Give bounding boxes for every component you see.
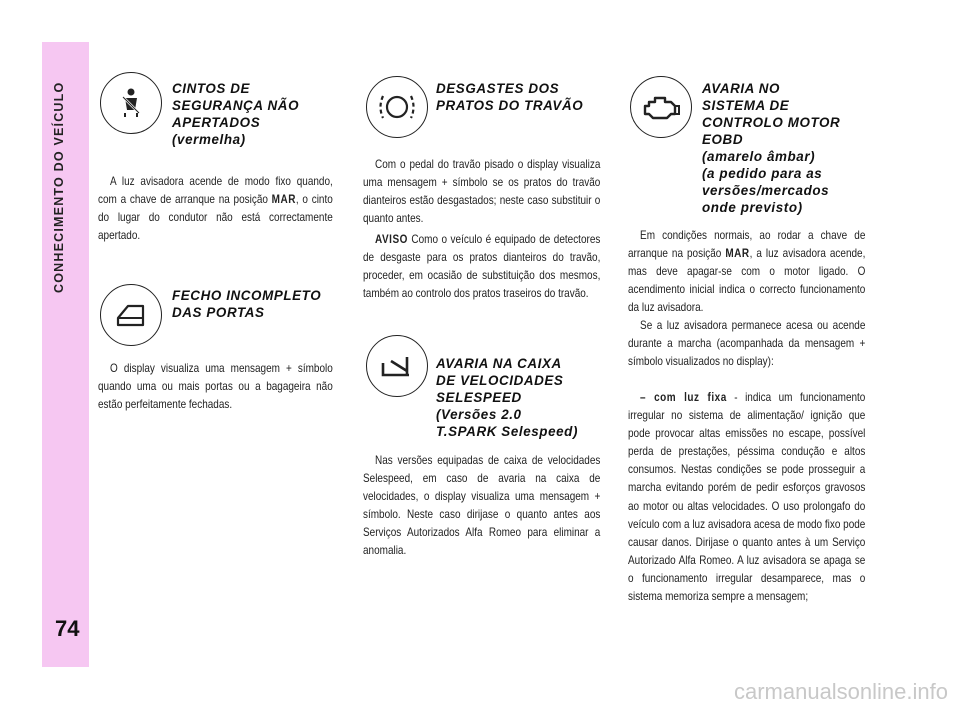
paragraph-gearbox: Nas versões equipadas de caixa de velocidades Selespeed, em caso de avaria na caixa de velocidades, o display visualiza uma mensagem + símbolo. Neste caso dirijase o quanto antes aos Serviços Autorizados Alfa Romeo para eliminar a anomalia. — [363, 454, 601, 558]
heading-gearbox: AVARIA NA CAIXA DE VELOCIDADES SELESPEED (Versões 2.0 T.SPARK Selespeed) — [436, 356, 579, 439]
paragraph-brakes-1: Com o pedal do travão pisado o display visualiza uma mensagem + símbolo se os pratos do travão dianteiros estão desgastados; neste caso substituir o quanto antes. — [363, 158, 601, 226]
heading-seatbelt: CINTOS DE SEGURANÇA NÃO APERTADOS (vermelha) — [172, 81, 300, 147]
sidebar-title: CONHECIMENTO DO VEÍCULO — [52, 82, 66, 294]
paragraph-brakes-warning: AVISO Como o veículo é equipado de detectores de desgaste para os pratos dianteiros do travão, proceder, em ocasião de substituição dos mesmos, também ao controlo dos pratos traseiros do travão. — [363, 233, 601, 301]
gearbox-fault-icon — [366, 335, 428, 397]
brake-pad-icon — [366, 76, 428, 138]
door-open-icon — [100, 284, 162, 346]
paragraph-engine-2: Se a luz avisadora permanece acesa ou acende durante a marcha (acompanhada da mensagem + símbolo visualizados no display): — [628, 319, 866, 369]
heading-brakes: DESGASTES DOS PRATOS DO TRAVÃO — [436, 81, 584, 113]
heading-engine: AVARIA NO SISTEMA DE CONTROLO MOTOR EOBD (amarelo âmbar) (a pedido para as versões/mercados onde previsto) — [702, 81, 841, 215]
watermark: carmanualsonline.info — [733, 679, 948, 704]
paragraph-engine-1: Em condições normais, ao rodar a chave de arranque na posição MAR, a luz avisadora acende, mas deve apagar-se com o motor ligado. O acendimento inicial indica o correcto funcionamento da luz avisadora. — [628, 229, 866, 315]
paragraph-engine-3: – com luz fixa - indica um funcionamento irregular no sistema de alimentação/ ignição que pode provocar altas emissões no escape, possível perda de prestações, péssima condução e altos consumos. Nestas condições se pode prosseguir a marcha evitando porém de pedir esforços gravosos ao motor ou altas velocidades. O uso prolongafo do veículo com a luz avisadora acesa de modo fixo pode causar danos. Dirijase o quanto antes à um Serviço Autorizado Alfa Romeo. A luz avisadora se apaga se o funcionamento irregular desamparece, mas o sistema memoriza sempre a mensagem; — [628, 391, 866, 604]
seatbelt-icon — [100, 72, 162, 134]
paragraph-seatbelt: A luz avisadora acende de modo fixo quando, com a chave de arranque na posição MAR, o cinto do lugar do condutor não está correctamente apertado. — [98, 175, 333, 243]
heading-doors: FECHO INCOMPLETO DAS PORTAS — [172, 288, 322, 320]
page-number: 74 — [55, 616, 80, 641]
paragraph-doors: O display visualiza uma mensagem + símbolo quando uma ou mais portas ou a bagageira não estão perfeitamente fechadas. — [98, 362, 333, 412]
engine-check-icon — [630, 76, 692, 138]
